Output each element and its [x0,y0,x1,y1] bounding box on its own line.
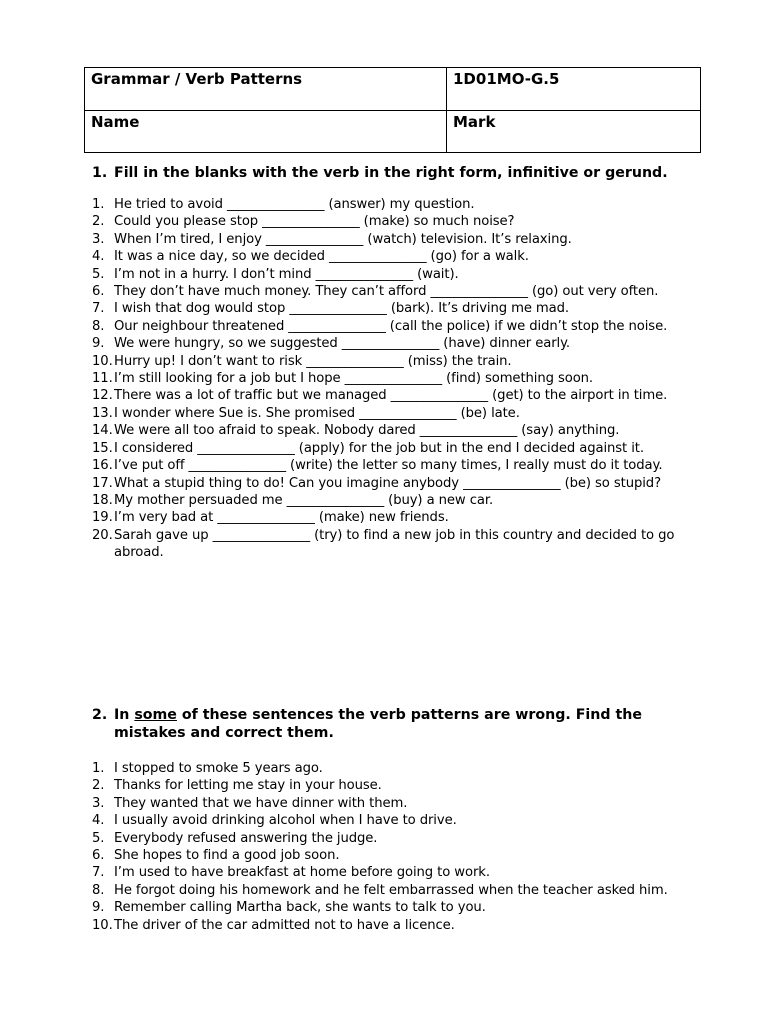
list-item [92,830,687,847]
item-text: I’m used to have breakfast at home before going to work. [114,865,490,881]
list-item [92,387,687,404]
item-number: 7. [92,865,105,881]
section2-list [92,760,687,934]
item-text: Our neighbour threatened _______________ (call the police) if we didn’t stop the noise. [114,318,668,334]
mark-label: Mark [447,111,701,153]
item-number: 1. [92,197,105,212]
item-text: When I’m tired, I enjoy _______________ (watch) television. It’s relaxing. [114,231,572,247]
item-number: 2. [92,214,105,230]
item-number: 3. [92,795,105,811]
item-number: 10. [92,917,113,933]
item-text: He tried to avoid _______________ (answer) my question. [114,197,475,212]
list-item [92,899,687,916]
section2-instruction-start: In [114,707,135,723]
list-item [92,882,687,899]
item-number: 5. [92,830,105,846]
item-number: 17. [92,475,113,491]
item-text: He forgot doing his homework and he felt embarrassed when the teacher asked him. [114,882,668,898]
item-number: 8. [92,318,105,334]
item-text: I stopped to smoke 5 years ago. [114,761,323,776]
item-text: My mother persuaded me _______________ (buy) a new car. [114,492,494,508]
item-text: There was a lot of traffic but we managed _______________ (get) to the airport in time. [114,388,668,404]
header-row-title [85,68,701,111]
section1-number: 1. [92,165,108,181]
list-item [92,527,687,562]
item-text: I considered _______________ (apply) for the job but in the end I decided against it. [114,440,644,456]
item-text: Sarah gave up _______________ (try) to find a new job in this country and decided to go abroad. [114,527,675,561]
list-item [92,196,687,213]
item-text: They don’t have much money. They can’t afford _______________ (go) out very often. [114,284,659,300]
item-text: They wanted that we have dinner with them. [114,795,408,811]
item-text: I wish that dog would stop _______________ (bark). It’s driving me mad. [114,301,570,317]
item-number: 6. [92,284,105,300]
section1-instruction-text: Fill in the blanks with the verb in the right form, infinitive or gerund. [114,165,668,181]
list-item [92,231,687,248]
list-item [92,864,687,881]
item-text: I’m very bad at _______________ (make) new friends. [114,510,449,526]
item-text: Could you please stop _______________ (make) so much noise? [114,214,515,230]
section2-number: 2. [92,707,108,723]
item-number: 20. [92,527,113,543]
item-number: 8. [92,882,105,898]
item-number: 12. [92,388,113,404]
item-text: We were all too afraid to speak. Nobody dared _______________ (say) anything. [114,423,620,439]
list-item [92,353,687,370]
item-number: 19. [92,510,113,526]
section1-instruction [92,164,692,182]
item-text: We were hungry, so we suggested _______________ (have) dinner early. [114,336,570,352]
section2-instruction [92,706,692,742]
list-item [92,457,687,474]
item-number: 9. [92,900,105,916]
worksheet-code: 1D01MO-G.5 [447,68,701,111]
list-item [92,370,687,387]
item-text: I’m not in a hurry. I don’t mind _______________ (wait). [114,266,459,282]
item-number: 4. [92,249,105,265]
item-text: Hurry up! I don’t want to risk _______________ (miss) the train. [114,353,512,369]
item-number: 7. [92,301,105,317]
list-item [92,318,687,335]
item-text: She hopes to find a good job soon. [114,848,340,864]
list-item [92,492,687,509]
list-item [92,509,687,526]
section2-instruction-end: of these sentences the verb patterns are wrong. Find the mistakes and correct them. [114,707,642,741]
item-text: What a stupid thing to do! Can you imagine anybody _______________ (be) so stupid? [114,475,661,491]
item-text: I’m still looking for a job but I hope _______________ (find) something soon. [114,371,594,387]
item-number: 3. [92,231,105,247]
item-number: 1. [92,761,105,776]
item-number: 18. [92,492,113,508]
item-text: I’ve put off _______________ (write) the letter so many times, I really must do it today. [114,458,663,474]
list-item [92,475,687,492]
list-item [92,847,687,864]
list-item [92,248,687,265]
item-text: I usually avoid drinking alcohol when I have to drive. [114,813,457,829]
item-number: 9. [92,336,105,352]
item-number: 14. [92,423,113,439]
item-number: 10. [92,353,113,369]
list-item [92,422,687,439]
list-item [92,405,687,422]
item-text: Thanks for letting me stay in your house. [114,778,382,794]
list-item [92,777,687,794]
item-number: 16. [92,458,113,474]
header-table [84,67,701,153]
item-text: The driver of the car admitted not to have a licence. [114,917,455,933]
list-item [92,760,687,777]
list-item [92,335,687,352]
list-item [92,266,687,283]
name-label: Name [85,111,447,153]
section1-list [92,196,687,562]
item-number: 5. [92,266,105,282]
section2-instruction-underlined: some [134,707,177,723]
list-item [92,812,687,829]
list-item [92,795,687,812]
item-text: It was a nice day, so we decided _______________ (go) for a walk. [114,249,529,265]
section2-instruction-text [92,706,692,742]
item-number: 11. [92,371,113,387]
item-number: 2. [92,778,105,794]
item-text: Everybody refused answering the judge. [114,830,378,846]
item-number: 4. [92,813,105,829]
list-item [92,213,687,230]
worksheet-title: Grammar / Verb Patterns [85,68,447,111]
list-item [92,300,687,317]
item-text: I wonder where Sue is. She promised _______________ (be) late. [114,405,520,421]
item-number: 13. [92,405,113,421]
header-row-name [85,111,701,153]
list-item [92,917,687,934]
item-number: 15. [92,440,113,456]
item-number: 6. [92,848,105,864]
item-text: Remember calling Martha back, she wants to talk to you. [114,900,486,916]
list-item [92,440,687,457]
list-item [92,283,687,300]
